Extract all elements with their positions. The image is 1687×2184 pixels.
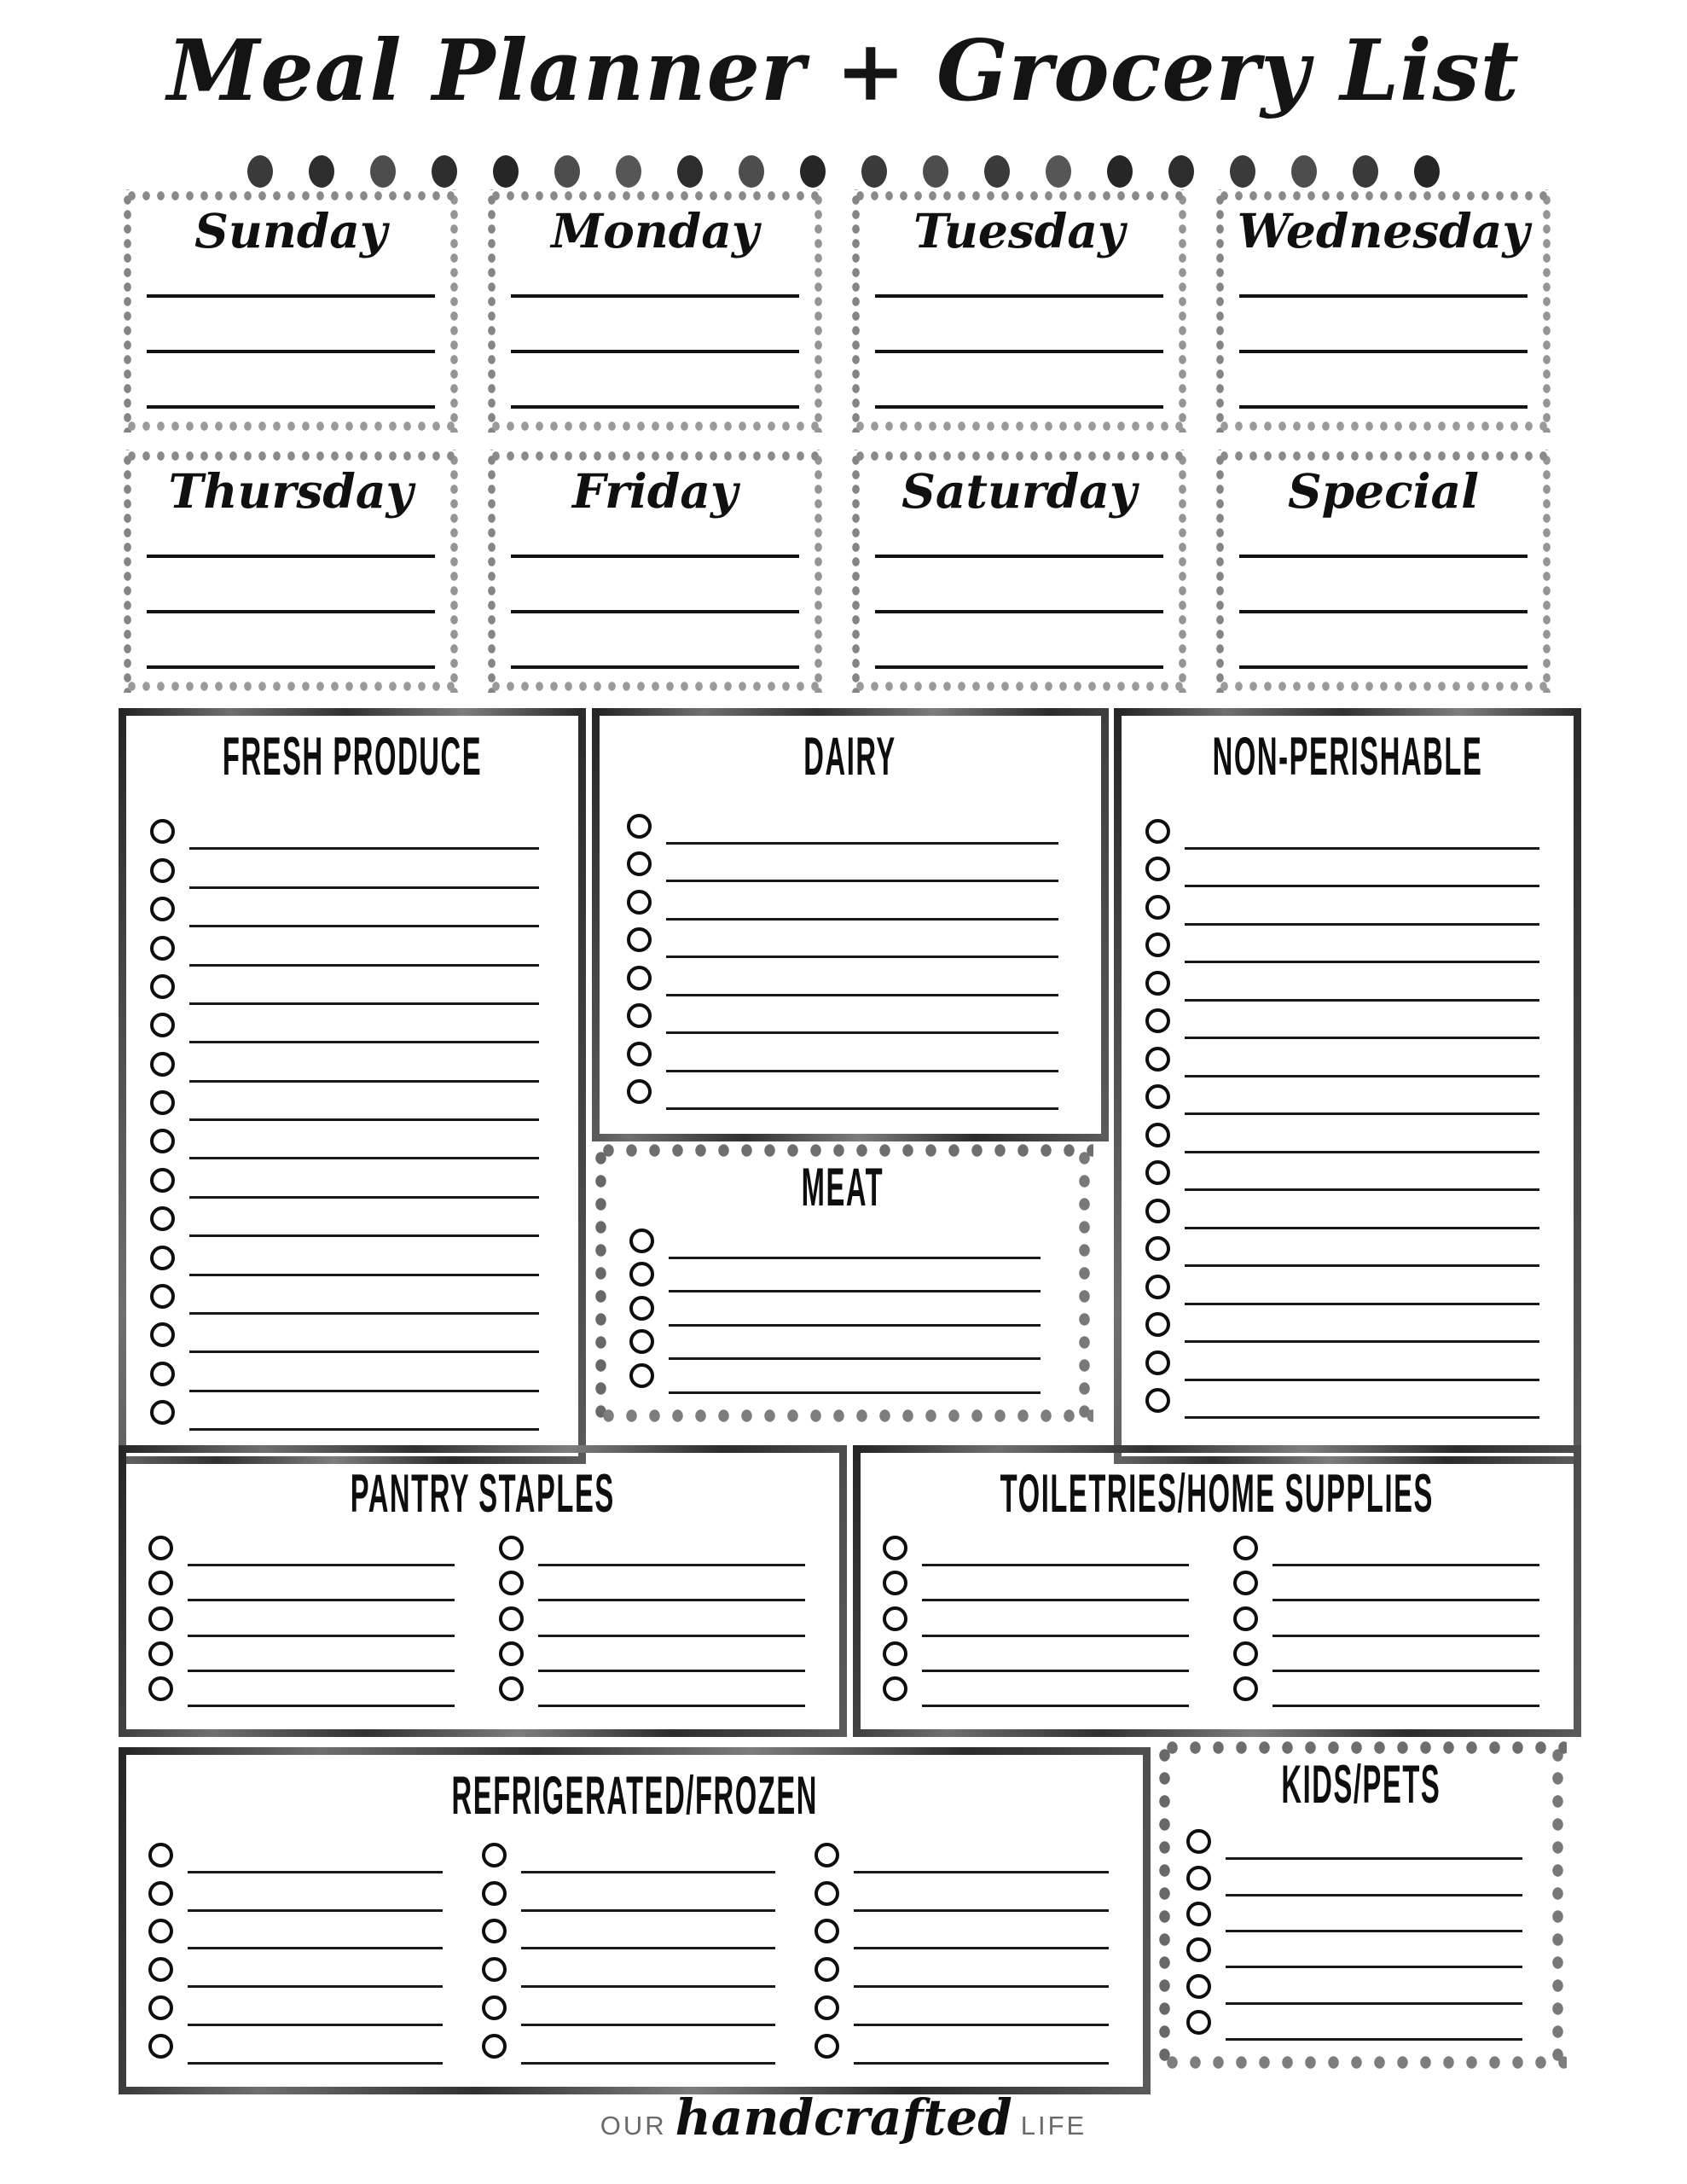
bullet-circle-icon[interactable] bbox=[150, 1129, 175, 1153]
list-item bbox=[150, 889, 539, 927]
bullet-circle-icon[interactable] bbox=[1145, 932, 1170, 957]
bullet-circle-icon[interactable] bbox=[148, 1881, 173, 1906]
list-item bbox=[1145, 887, 1539, 926]
binder-dot-icon bbox=[1353, 155, 1378, 188]
write-line[interactable] bbox=[1272, 1705, 1539, 1707]
binder-dot-icon bbox=[677, 155, 703, 188]
bullet-circle-icon[interactable] bbox=[1186, 1829, 1211, 1854]
bullet-circle-icon[interactable] bbox=[148, 2034, 173, 2059]
write-line[interactable] bbox=[875, 613, 1163, 669]
bullet-circle-icon[interactable] bbox=[815, 1843, 839, 1867]
day-box-friday bbox=[485, 450, 825, 693]
day-box-special bbox=[1214, 450, 1553, 693]
item-list bbox=[1145, 811, 1539, 1419]
bullet-circle-icon[interactable] bbox=[148, 1571, 173, 1595]
write-line[interactable] bbox=[511, 613, 799, 669]
list-item bbox=[627, 921, 1058, 959]
list-item bbox=[815, 1949, 1109, 1988]
bullet-circle-icon[interactable] bbox=[1233, 1536, 1258, 1560]
binder-dot-icon bbox=[1230, 155, 1255, 188]
bullet-circle-icon[interactable] bbox=[150, 1168, 175, 1193]
binder-dot-icon bbox=[247, 155, 273, 188]
day-label: Saturday bbox=[901, 463, 1137, 519]
write-line[interactable] bbox=[1239, 558, 1528, 613]
bullet-circle-icon[interactable] bbox=[150, 858, 175, 883]
bullet-circle-icon[interactable] bbox=[1186, 1974, 1211, 1999]
bullet-circle-icon[interactable] bbox=[150, 1362, 175, 1386]
bullet-circle-icon[interactable] bbox=[148, 1957, 173, 1982]
list-item bbox=[883, 1601, 1189, 1636]
day-box-saturday bbox=[849, 450, 1189, 693]
binder-dot-icon bbox=[1168, 155, 1194, 188]
list-item bbox=[150, 1199, 539, 1237]
section-dairy bbox=[592, 708, 1109, 1141]
write-line[interactable] bbox=[1239, 298, 1528, 353]
section-meat bbox=[592, 1141, 1093, 1425]
list-item bbox=[1145, 1153, 1539, 1192]
list-item bbox=[148, 1988, 443, 2026]
list-item bbox=[1233, 1637, 1539, 1672]
section-title: FRESH PRODUCE bbox=[222, 726, 483, 787]
bullet-circle-icon[interactable] bbox=[1145, 1123, 1170, 1147]
write-line[interactable] bbox=[511, 242, 799, 298]
day-box-sunday bbox=[121, 189, 461, 433]
section-title: PANTRY STAPLES bbox=[350, 1463, 616, 1524]
bullet-circle-icon[interactable] bbox=[627, 851, 652, 876]
list-item bbox=[1145, 1002, 1539, 1040]
section-title: DAIRY bbox=[803, 726, 897, 787]
binder-dot-icon bbox=[739, 155, 764, 188]
write-line[interactable] bbox=[511, 353, 799, 409]
bullet-circle-icon[interactable] bbox=[1233, 1641, 1258, 1666]
bullet-circle-icon[interactable] bbox=[1233, 1676, 1258, 1701]
write-line[interactable] bbox=[669, 1391, 1041, 1394]
bullet-circle-icon[interactable] bbox=[627, 890, 652, 915]
write-line[interactable] bbox=[147, 353, 435, 409]
list-item bbox=[1186, 1896, 1522, 1932]
bullet-circle-icon[interactable] bbox=[815, 1919, 839, 1943]
list-item bbox=[499, 1531, 805, 1566]
bullet-circle-icon[interactable] bbox=[482, 1919, 507, 1943]
list-item bbox=[883, 1637, 1189, 1672]
bullet-circle-icon[interactable] bbox=[627, 966, 652, 990]
write-line[interactable] bbox=[147, 242, 435, 298]
bullet-circle-icon[interactable] bbox=[629, 1228, 654, 1253]
list-item bbox=[150, 1083, 539, 1121]
list-item bbox=[627, 1034, 1058, 1072]
list-item bbox=[499, 1601, 805, 1636]
write-line[interactable] bbox=[189, 1428, 539, 1431]
write-line[interactable] bbox=[1185, 1416, 1539, 1419]
bullet-circle-icon[interactable] bbox=[627, 927, 652, 952]
day-box-monday bbox=[485, 189, 825, 433]
bullet-circle-icon[interactable] bbox=[150, 1013, 175, 1037]
list-item bbox=[1145, 1343, 1539, 1381]
item-list bbox=[883, 1531, 1539, 1707]
bullet-circle-icon[interactable] bbox=[499, 1676, 524, 1701]
list-item bbox=[627, 882, 1058, 921]
day-box-thursday bbox=[121, 450, 461, 693]
bullet-circle-icon[interactable] bbox=[150, 1052, 175, 1077]
list-item bbox=[1233, 1601, 1539, 1636]
section-kids-pets bbox=[1156, 1739, 1567, 2071]
bullet-circle-icon[interactable] bbox=[148, 1676, 173, 1701]
binder-dot-icon bbox=[554, 155, 580, 188]
bullet-circle-icon[interactable] bbox=[883, 1536, 907, 1560]
write-line[interactable] bbox=[875, 502, 1163, 558]
list-item bbox=[148, 1566, 455, 1601]
binder-dot-icon bbox=[861, 155, 887, 188]
section-title: KIDS/PETS bbox=[1281, 1754, 1441, 1815]
item-list bbox=[629, 1225, 1041, 1394]
list-item bbox=[482, 1988, 776, 2026]
list-item bbox=[1145, 926, 1539, 964]
bullet-circle-icon[interactable] bbox=[150, 1206, 175, 1231]
list-item bbox=[1233, 1672, 1539, 1707]
binder-dot-icon bbox=[493, 155, 519, 188]
write-line[interactable] bbox=[1239, 353, 1528, 409]
item-list bbox=[1186, 1824, 1522, 2041]
bullet-circle-icon[interactable] bbox=[627, 1042, 652, 1066]
day-lines bbox=[511, 502, 799, 669]
binder-dots-row bbox=[247, 155, 1440, 188]
bullet-circle-icon[interactable] bbox=[482, 1995, 507, 2020]
bullet-circle-icon[interactable] bbox=[883, 1571, 907, 1595]
binder-dot-icon bbox=[1291, 155, 1317, 188]
bullet-circle-icon[interactable] bbox=[1145, 1160, 1170, 1185]
bullet-circle-icon[interactable] bbox=[815, 1881, 839, 1906]
binder-dot-icon bbox=[1046, 155, 1071, 188]
list-item bbox=[1145, 811, 1539, 850]
bullet-circle-icon[interactable] bbox=[150, 1400, 175, 1425]
bullet-circle-icon[interactable] bbox=[482, 1881, 507, 1906]
section-title: REFRIGERATED/FROZEN bbox=[451, 1765, 818, 1826]
brand-logo-left: OUR bbox=[600, 2111, 667, 2140]
write-line[interactable] bbox=[1239, 613, 1528, 669]
list-item bbox=[150, 811, 539, 850]
section-refrigerated-frozen bbox=[119, 1747, 1151, 2094]
list-item bbox=[150, 1043, 539, 1082]
list-item bbox=[883, 1566, 1189, 1601]
bullet-circle-icon[interactable] bbox=[499, 1571, 524, 1595]
list-item bbox=[148, 1835, 443, 1873]
meal-planner-grid bbox=[121, 189, 1553, 693]
list-item bbox=[150, 1237, 539, 1275]
bullet-circle-icon[interactable] bbox=[1145, 971, 1170, 996]
section-title: MEAT bbox=[801, 1157, 884, 1217]
bullet-circle-icon[interactable] bbox=[148, 1919, 173, 1943]
section-pantry-staples bbox=[119, 1445, 847, 1737]
list-item bbox=[148, 1531, 455, 1566]
write-line[interactable] bbox=[511, 558, 799, 613]
list-item bbox=[1145, 1229, 1539, 1268]
brand-logo-script: handcrafted bbox=[675, 2088, 1012, 2146]
bullet-circle-icon[interactable] bbox=[148, 1606, 173, 1631]
bullet-circle-icon[interactable] bbox=[1145, 1312, 1170, 1337]
bullet-circle-icon[interactable] bbox=[627, 1003, 652, 1028]
write-line[interactable] bbox=[875, 242, 1163, 298]
list-item bbox=[1186, 1824, 1522, 1860]
bullet-circle-icon[interactable] bbox=[629, 1296, 654, 1321]
write-line[interactable] bbox=[538, 1705, 805, 1707]
bullet-circle-icon[interactable] bbox=[629, 1262, 654, 1287]
list-item bbox=[627, 1072, 1058, 1111]
day-label: Thursday bbox=[168, 463, 414, 519]
list-item bbox=[150, 967, 539, 1005]
bullet-circle-icon[interactable] bbox=[499, 1641, 524, 1666]
write-line[interactable] bbox=[854, 2062, 1109, 2065]
bullet-circle-icon[interactable] bbox=[1145, 857, 1170, 881]
list-item bbox=[482, 1835, 776, 1873]
day-label: Special bbox=[1287, 463, 1480, 519]
brand-logo bbox=[0, 2088, 1687, 2146]
list-item bbox=[627, 996, 1058, 1035]
bullet-circle-icon[interactable] bbox=[148, 1536, 173, 1560]
day-box-wednesday bbox=[1214, 189, 1553, 433]
bullet-circle-icon[interactable] bbox=[150, 1322, 175, 1347]
list-item bbox=[1145, 1077, 1539, 1116]
list-item bbox=[150, 1005, 539, 1043]
list-item bbox=[1233, 1566, 1539, 1601]
list-item bbox=[150, 1159, 539, 1198]
day-label: Sunday bbox=[194, 203, 387, 258]
list-item bbox=[627, 958, 1058, 996]
list-item bbox=[1186, 1932, 1522, 1968]
list-item bbox=[815, 1835, 1109, 1873]
list-item bbox=[150, 1315, 539, 1353]
list-item bbox=[815, 1988, 1109, 2026]
write-line[interactable] bbox=[1239, 242, 1528, 298]
bullet-circle-icon[interactable] bbox=[499, 1536, 524, 1560]
list-item bbox=[1145, 1267, 1539, 1305]
bullet-circle-icon[interactable] bbox=[1145, 1084, 1170, 1109]
day-box-tuesday bbox=[849, 189, 1189, 433]
list-item bbox=[482, 2026, 776, 2065]
binder-dot-icon bbox=[432, 155, 457, 188]
list-item bbox=[150, 850, 539, 888]
write-line[interactable] bbox=[511, 502, 799, 558]
write-line[interactable] bbox=[147, 613, 435, 669]
list-item bbox=[1145, 963, 1539, 1002]
day-lines bbox=[1239, 242, 1528, 409]
binder-dot-icon bbox=[800, 155, 826, 188]
section-title: NON-PERISHABLE bbox=[1212, 726, 1483, 787]
bullet-circle-icon[interactable] bbox=[815, 1995, 839, 2020]
write-line[interactable] bbox=[875, 298, 1163, 353]
day-label: Friday bbox=[571, 463, 738, 519]
write-line[interactable] bbox=[922, 1705, 1189, 1707]
bullet-circle-icon[interactable] bbox=[150, 1284, 175, 1309]
write-line[interactable] bbox=[511, 298, 799, 353]
list-item bbox=[499, 1672, 805, 1707]
list-item bbox=[1145, 1305, 1539, 1344]
bullet-circle-icon[interactable] bbox=[148, 1641, 173, 1666]
write-line[interactable] bbox=[875, 353, 1163, 409]
list-item bbox=[148, 2026, 443, 2065]
bullet-circle-icon[interactable] bbox=[482, 1957, 507, 1982]
item-list bbox=[150, 811, 539, 1431]
bullet-circle-icon[interactable] bbox=[883, 1676, 907, 1701]
write-line[interactable] bbox=[188, 2062, 443, 2065]
item-list bbox=[148, 1835, 1109, 2065]
bullet-circle-icon[interactable] bbox=[883, 1641, 907, 1666]
list-item bbox=[482, 1912, 776, 1950]
bullet-circle-icon[interactable] bbox=[629, 1363, 654, 1388]
bullet-circle-icon[interactable] bbox=[1145, 1047, 1170, 1072]
day-lines bbox=[147, 242, 435, 409]
item-list bbox=[627, 806, 1058, 1110]
page-title: Meal Planner + Grocery List bbox=[167, 22, 1520, 120]
list-item bbox=[627, 806, 1058, 845]
list-item bbox=[150, 927, 539, 966]
list-item bbox=[629, 1292, 1041, 1327]
list-item bbox=[150, 1353, 539, 1391]
bullet-circle-icon[interactable] bbox=[150, 1246, 175, 1270]
list-item bbox=[150, 1392, 539, 1431]
bullet-circle-icon[interactable] bbox=[482, 2034, 507, 2059]
write-line[interactable] bbox=[147, 298, 435, 353]
binder-dot-icon bbox=[923, 155, 948, 188]
bullet-circle-icon[interactable] bbox=[499, 1606, 524, 1631]
list-item bbox=[815, 1912, 1109, 1950]
section-non-perishable bbox=[1114, 708, 1581, 1464]
write-line[interactable] bbox=[521, 2062, 776, 2065]
list-item bbox=[148, 1949, 443, 1988]
list-item bbox=[627, 845, 1058, 883]
bullet-circle-icon[interactable] bbox=[150, 936, 175, 961]
list-item bbox=[815, 2026, 1109, 2065]
list-item bbox=[1145, 1039, 1539, 1077]
list-item bbox=[499, 1566, 805, 1601]
list-item bbox=[629, 1259, 1041, 1293]
write-line[interactable] bbox=[188, 1705, 455, 1707]
list-item bbox=[150, 1276, 539, 1315]
day-lines bbox=[1239, 502, 1528, 669]
bullet-circle-icon[interactable] bbox=[148, 1843, 173, 1867]
list-item bbox=[883, 1672, 1189, 1707]
day-lines bbox=[147, 502, 435, 669]
day-lines bbox=[511, 242, 799, 409]
binder-dot-icon bbox=[1414, 155, 1440, 188]
bullet-circle-icon[interactable] bbox=[1233, 1606, 1258, 1631]
list-item bbox=[629, 1360, 1041, 1394]
day-label: Monday bbox=[551, 203, 759, 258]
bullet-circle-icon[interactable] bbox=[1145, 819, 1170, 844]
bullet-circle-icon[interactable] bbox=[482, 1843, 507, 1867]
bullet-circle-icon[interactable] bbox=[627, 1079, 652, 1104]
list-item bbox=[1186, 1860, 1522, 1896]
bullet-circle-icon[interactable] bbox=[1233, 1571, 1258, 1595]
list-item bbox=[629, 1225, 1041, 1259]
list-item bbox=[883, 1531, 1189, 1566]
bullet-circle-icon[interactable] bbox=[1145, 895, 1170, 920]
write-line[interactable] bbox=[147, 502, 435, 558]
section-toiletries-home-supplies bbox=[853, 1445, 1581, 1737]
write-line[interactable] bbox=[1226, 2038, 1522, 2041]
list-item bbox=[1145, 1381, 1539, 1420]
list-item bbox=[148, 1672, 455, 1707]
list-item bbox=[815, 1873, 1109, 1912]
bullet-circle-icon[interactable] bbox=[1145, 1199, 1170, 1223]
list-item bbox=[1186, 1968, 1522, 2004]
day-lines bbox=[875, 242, 1163, 409]
write-line[interactable] bbox=[1239, 502, 1528, 558]
write-line[interactable] bbox=[875, 558, 1163, 613]
write-line[interactable] bbox=[666, 1107, 1058, 1110]
bullet-circle-icon[interactable] bbox=[1186, 1902, 1211, 1926]
list-item bbox=[499, 1637, 805, 1672]
bullet-circle-icon[interactable] bbox=[1145, 1236, 1170, 1261]
list-item bbox=[482, 1949, 776, 1988]
list-item bbox=[1233, 1531, 1539, 1566]
binder-dot-icon bbox=[1107, 155, 1133, 188]
list-item bbox=[148, 1637, 455, 1672]
list-item bbox=[629, 1327, 1041, 1361]
bullet-circle-icon[interactable] bbox=[1186, 1937, 1211, 1962]
binder-dot-icon bbox=[984, 155, 1010, 188]
bullet-circle-icon[interactable] bbox=[1186, 2010, 1211, 2035]
list-item bbox=[150, 1121, 539, 1159]
list-item bbox=[1145, 1115, 1539, 1153]
bullet-circle-icon[interactable] bbox=[1186, 1866, 1211, 1891]
bullet-circle-icon[interactable] bbox=[627, 814, 652, 839]
bullet-circle-icon[interactable] bbox=[629, 1329, 654, 1354]
list-item bbox=[1145, 1191, 1539, 1229]
bullet-circle-icon[interactable] bbox=[148, 1995, 173, 2020]
bullet-circle-icon[interactable] bbox=[1145, 1388, 1170, 1413]
list-item bbox=[148, 1601, 455, 1636]
binder-dot-icon bbox=[616, 155, 641, 188]
bullet-circle-icon[interactable] bbox=[150, 897, 175, 921]
write-line[interactable] bbox=[147, 558, 435, 613]
bullet-circle-icon[interactable] bbox=[815, 1957, 839, 1982]
day-lines bbox=[875, 502, 1163, 669]
list-item bbox=[1186, 2005, 1522, 2041]
list-item bbox=[1145, 850, 1539, 888]
bullet-circle-icon[interactable] bbox=[815, 2034, 839, 2059]
bullet-circle-icon[interactable] bbox=[883, 1606, 907, 1631]
section-title: TOILETRIES/HOME SUPPLIES bbox=[1000, 1463, 1435, 1524]
bullet-circle-icon[interactable] bbox=[150, 974, 175, 999]
list-item bbox=[148, 1873, 443, 1912]
bullet-circle-icon[interactable] bbox=[1145, 1008, 1170, 1033]
brand-logo-right: LIFE bbox=[1020, 2111, 1087, 2140]
binder-dot-icon bbox=[309, 155, 334, 188]
bullet-circle-icon[interactable] bbox=[150, 819, 175, 844]
list-item bbox=[148, 1912, 443, 1950]
bullet-circle-icon[interactable] bbox=[1145, 1350, 1170, 1375]
list-item bbox=[482, 1873, 776, 1912]
day-label: Tuesday bbox=[913, 203, 1125, 258]
day-label: Wednesday bbox=[1237, 203, 1530, 258]
section-fresh-produce bbox=[119, 708, 586, 1464]
bullet-circle-icon[interactable] bbox=[1145, 1275, 1170, 1299]
bullet-circle-icon[interactable] bbox=[150, 1090, 175, 1115]
binder-dot-icon bbox=[370, 155, 396, 188]
item-list bbox=[148, 1531, 805, 1707]
